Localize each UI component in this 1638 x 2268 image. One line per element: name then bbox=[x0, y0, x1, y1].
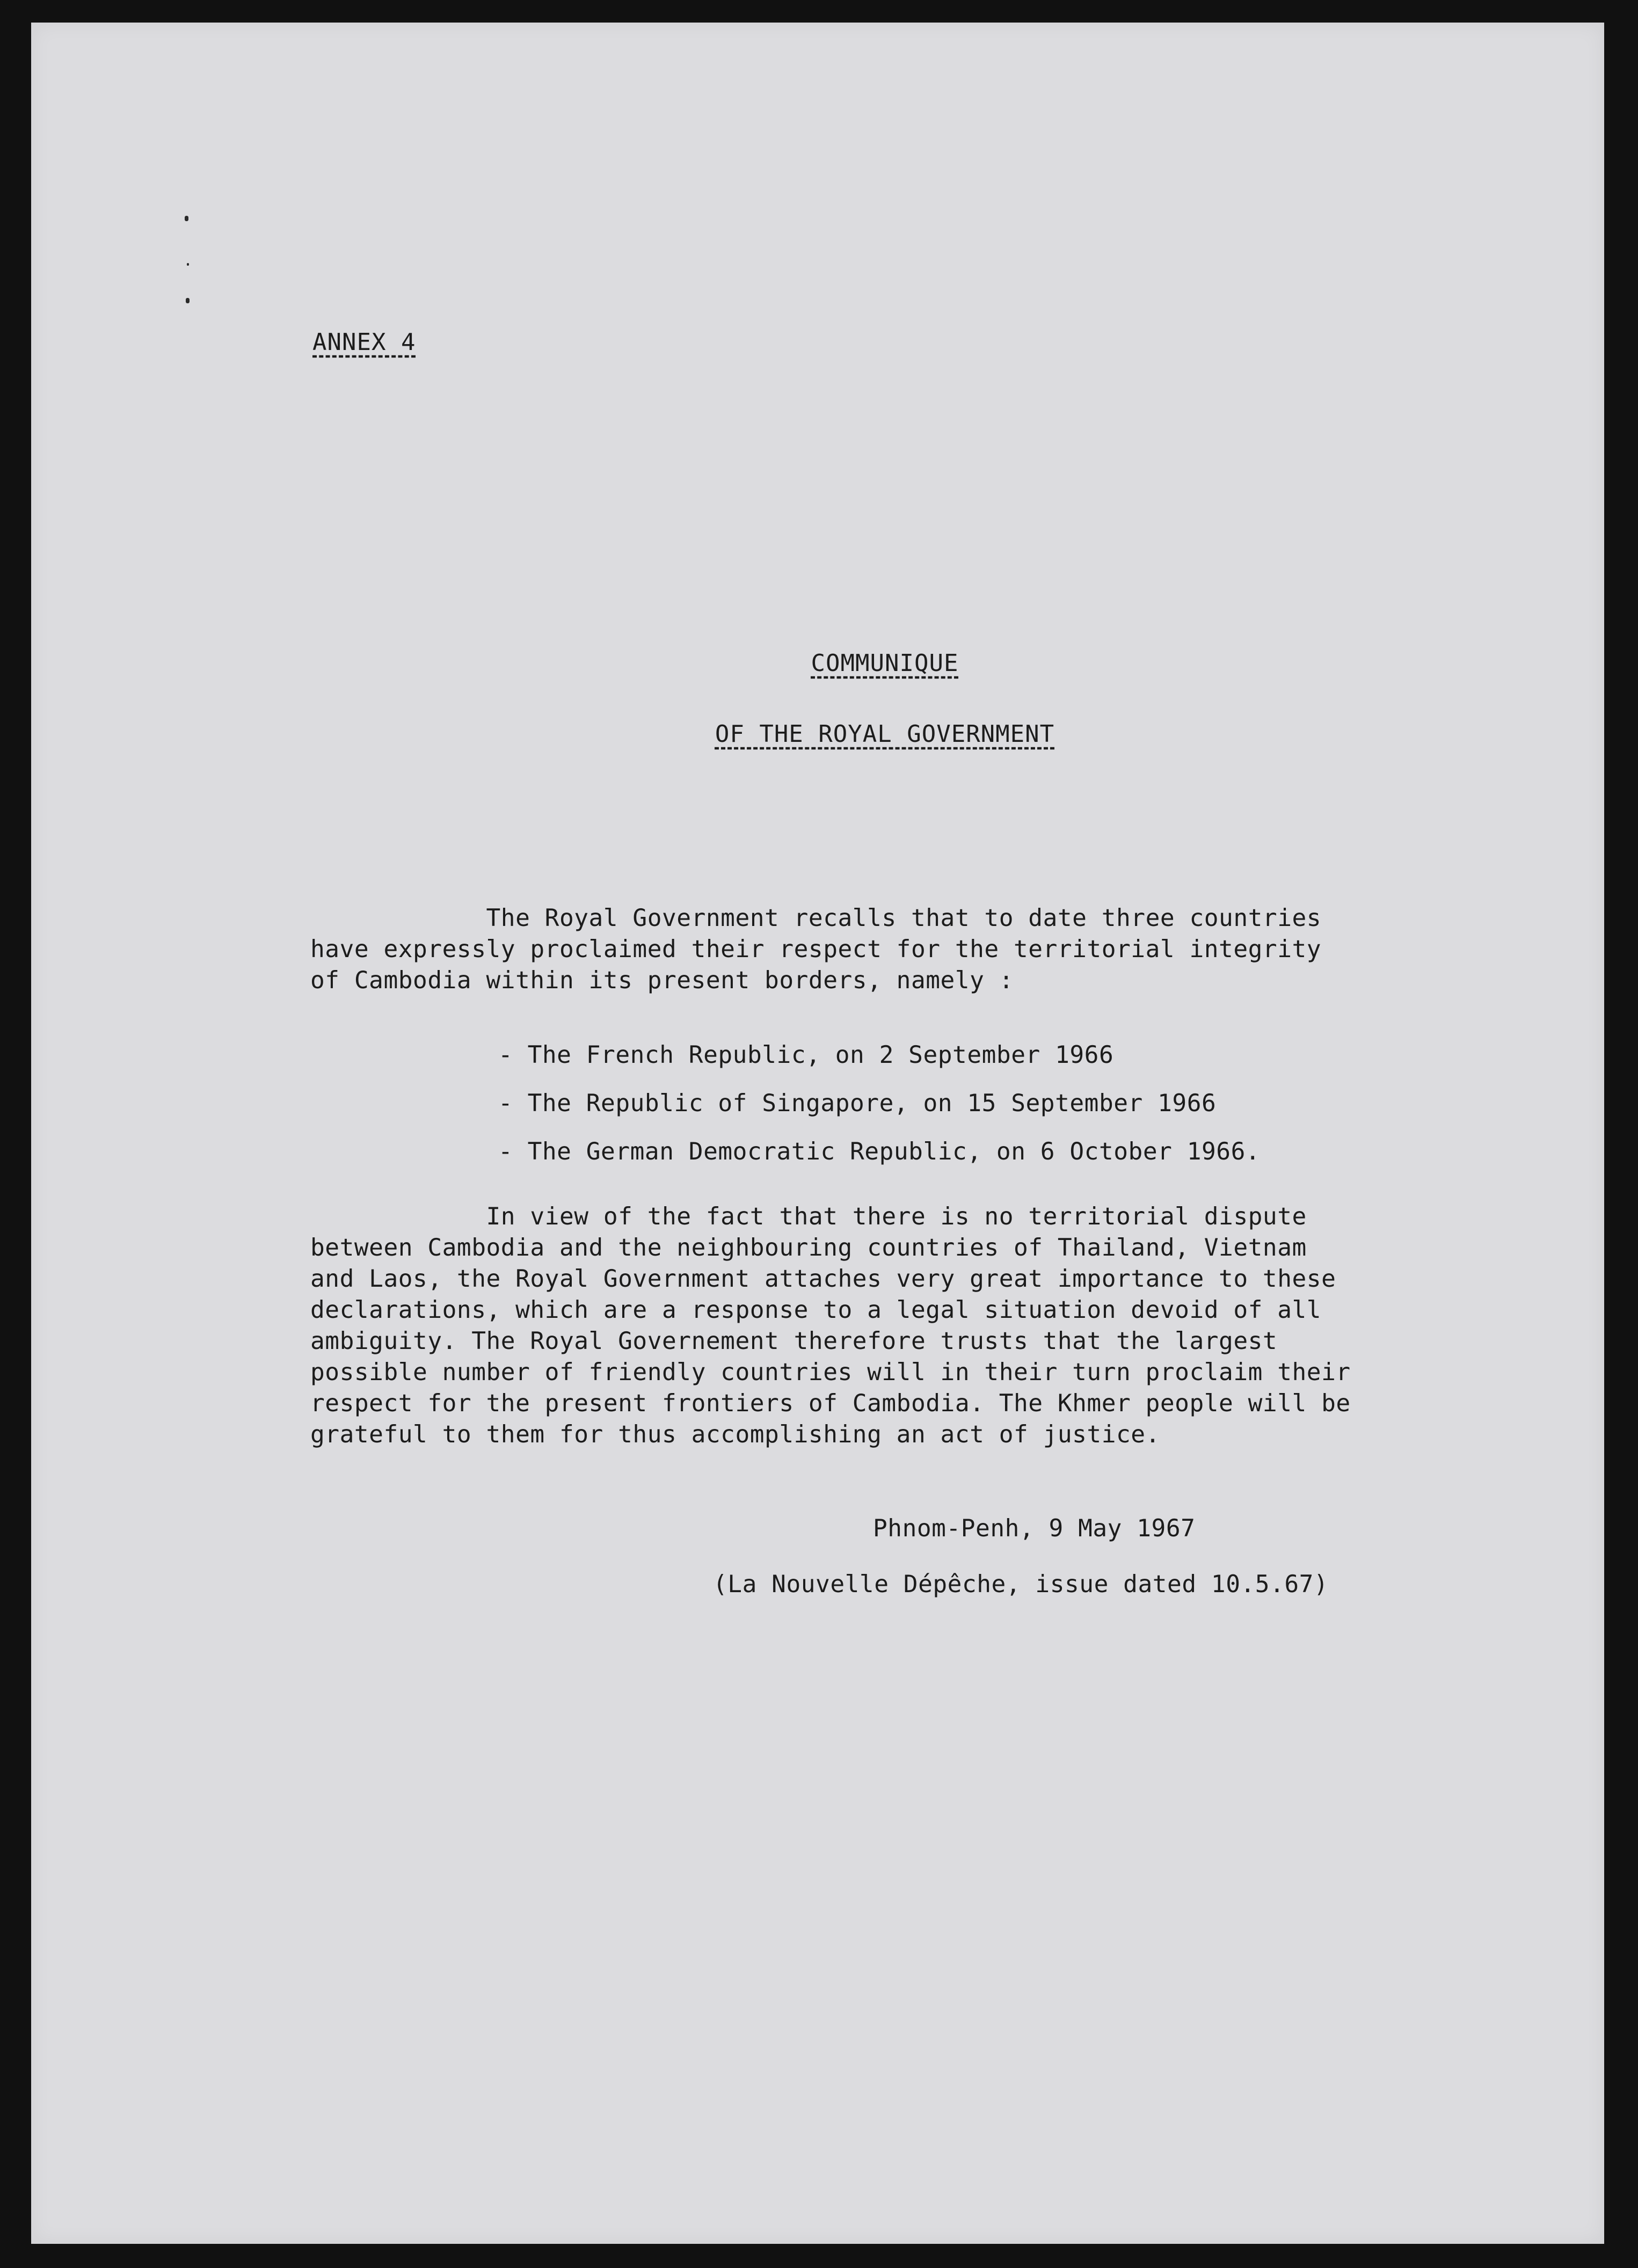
countries-list bbox=[498, 1040, 1260, 1185]
document-page bbox=[31, 23, 1604, 2244]
place-date: Phnom-Penh, 9 May 1967 bbox=[873, 1515, 1196, 1542]
intro-paragraph: The Royal Government recalls that to date three countries have expressly proclaimed their respect for the territorial integrity of Cambodia within its present borders, namely : bbox=[310, 905, 1322, 994]
source-citation: (La Nouvelle Dépêche, issue dated 10.5.67) bbox=[713, 1571, 1329, 1598]
document-title: COMMUNIQUE bbox=[811, 650, 959, 677]
list-item: - The German Democratic Republic, on 6 October 1966. bbox=[498, 1136, 1260, 1185]
document-subtitle: OF THE ROYAL GOVERNMENT bbox=[715, 720, 1055, 748]
margin-mark bbox=[186, 298, 190, 303]
margin-mark bbox=[187, 263, 189, 266]
annex-label: ANNEX 4 bbox=[312, 329, 416, 356]
body-paragraph: In view of the fact that there is no territorial dispute between Cambodia and the neighbouring countries of Thailand, Vietnam and Laos, the Royal Government attaches very great importance to these declarations, which are a response to a legal situation devoid of all ambiguity. The Royal Governement therefore trusts that the largest possible number of friendly countries will in their turn proclaim their respect for the present frontiers of Cambodia. The Khmer people will be grateful to them for thus accomplishing an act of justice. bbox=[310, 1203, 1351, 1448]
margin-mark bbox=[185, 216, 188, 221]
list-item: - The French Republic, on 2 September 1966 bbox=[498, 1040, 1260, 1088]
list-item: - The Republic of Singapore, on 15 September 1966 bbox=[498, 1088, 1260, 1136]
